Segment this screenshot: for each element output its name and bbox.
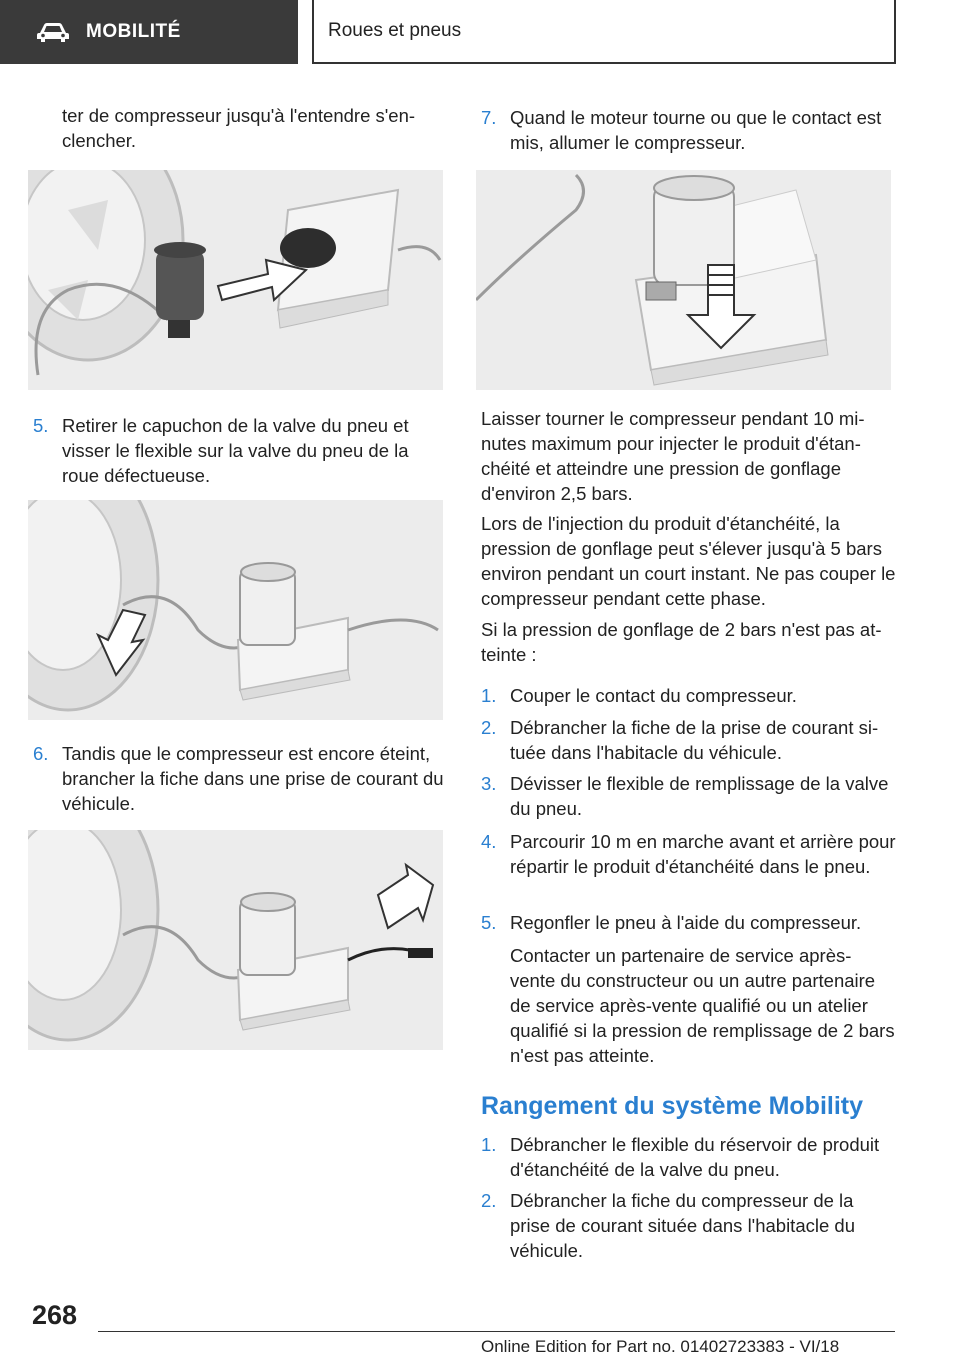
step-number: 6. [33, 743, 49, 764]
step-number: 1. [481, 1134, 497, 1155]
service-contact-note: Contacter un partenaire de service après-vente du constructeur ou un autre partenaire de service après-vente qualifié ou un atelier qualifié si la pression de remplissage de 2 bars n'est pas atteinte. [510, 945, 895, 1066]
footer-divider [98, 1331, 895, 1332]
step-number: 4. [481, 831, 497, 852]
step-text: Débrancher la fiche de la prise de courant si-tuée dans l'habitacle du véhicule. [510, 717, 879, 763]
paragraph-pressure: Lors de l'injection du produit d'étanchéité, la pression de gonflage peut s'élever jusqu'à 5 bars environ pendant un court instant. Ne pas couper le compresseur pendant cette phase. [481, 513, 896, 609]
step-text: Couper le contact du compresseur. [510, 685, 797, 706]
step-number: 5. [33, 415, 49, 436]
edition-info: Online Edition for Part no. 01402723383 - VI/18 [481, 1337, 840, 1356]
section-tab [0, 0, 298, 64]
step-text: Retirer le capuchon de la valve du pneu et visser le flexible sur la valve du pneu de la roue défectueuse. [62, 415, 409, 486]
figure-bottle-attach [28, 170, 443, 390]
step-text: Quand le moteur tourne ou que le contact est mis, allumer le compresseur. [510, 107, 882, 153]
step-text: Parcourir 10 m en marche avant et arrière pour répartir le produit d'étanchéité dans le pneu. [510, 831, 896, 877]
step-number: 2. [481, 1190, 497, 1211]
step-number: 5. [481, 912, 497, 933]
step-number: 2. [481, 717, 497, 738]
paragraph-duration: Laisser tourner le compresseur pendant 10 mi-nutes maximum pour injecter le produit d'étan-chéité et atteindre une pression de gonflage d'environ 2,5 bars. [481, 408, 865, 504]
figure-plug-socket [28, 830, 443, 1050]
step-text: Débrancher le flexible du réservoir de produit d'étanchéité de la valve du pneu. [510, 1134, 880, 1180]
step-number: 7. [481, 107, 497, 128]
step-text: Débrancher la fiche du compresseur de la prise de courant située dans l'habitacle du véhicule. [510, 1190, 855, 1261]
intro-text: ter de compresseur jusqu'à l'entendre s'en-clencher. [62, 105, 416, 151]
car-icon [36, 21, 70, 43]
page-number: 268 [32, 1300, 78, 1330]
step-number: 3. [481, 773, 497, 794]
step-text: Tandis que le compresseur est encore éteint, brancher la fiche dans une prise de courant du véhicule. [62, 743, 444, 814]
step-text: Regonfler le pneu à l'aide du compresseur. [510, 912, 862, 933]
paragraph-condition: Si la pression de gonflage de 2 bars n'est pas at-teinte : [481, 619, 882, 665]
chapter-title: Roues et pneus [312, 0, 896, 64]
figure-compressor-on [476, 170, 891, 390]
section-heading: Rangement du système Mobility [481, 1092, 864, 1120]
step-number: 1. [481, 685, 497, 706]
figure-hose-valve [28, 500, 443, 720]
step-text: Dévisser le flexible de remplissage de la valve du pneu. [510, 773, 889, 819]
section-label: MOBILITÉ [86, 21, 181, 42]
